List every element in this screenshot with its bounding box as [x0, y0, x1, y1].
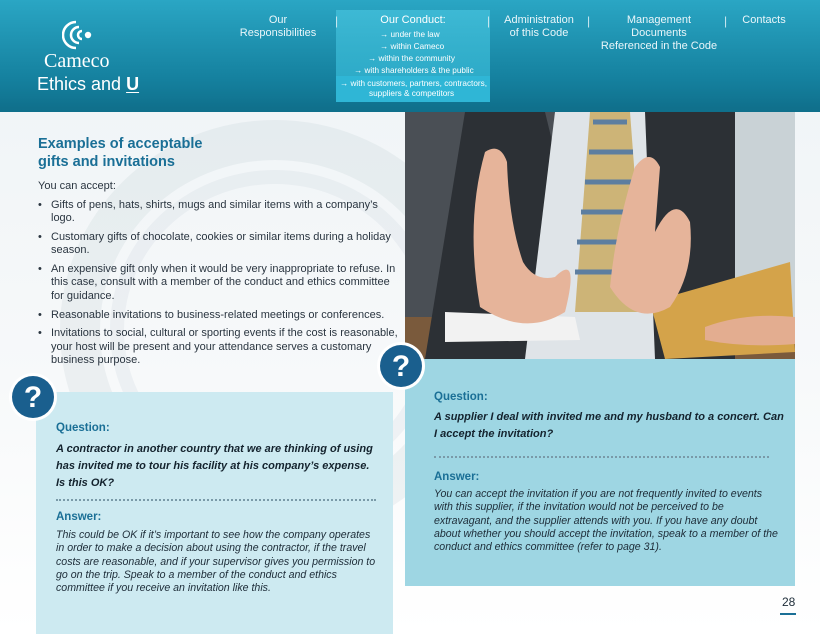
- sublink-customers-partners[interactable]: → with customers, partners, contractors,: [340, 79, 487, 88]
- answer-label: Answer:: [434, 471, 480, 483]
- section-title-line2: gifts and invitations: [38, 154, 175, 170]
- sublink-suppliers-competitors[interactable]: suppliers & competitors: [369, 89, 455, 98]
- nav-contacts[interactable]: Contacts: [742, 14, 786, 26]
- list-item: • Invitations to social, cultural or sporting events if the cost is reasonable, your host will be present and your attendance serves a customary business purpose.: [38, 327, 403, 367]
- question-mark-glyph: ?: [23, 381, 43, 414]
- page-number: 28: [782, 595, 796, 609]
- nav-management-documents[interactable]: Management Documents Referenced in the Code: [600, 14, 718, 52]
- photo-refusing-envelope: [405, 112, 795, 359]
- answer-text: You can accept the invitation if you are not frequently invited to events with this supplier, if the invitation would not be perceived to be extravagant, and the supplier attends with you. If you have any doubt about whether you should accept the invitation, speak to a member of the conduct and ethics committee (refer to page 31).: [434, 488, 778, 554]
- acceptable-gifts-list: [38, 199, 403, 373]
- question-label: Question:: [434, 391, 488, 403]
- page-number-underline: [780, 613, 796, 615]
- list-item: • Reasonable invitations to business-related meetings or conferences.: [38, 309, 403, 322]
- list-item: • Gifts of pens, hats, shirts, mugs and similar items with a company’s logo.: [38, 199, 403, 226]
- dotted-divider: [434, 456, 769, 458]
- list-item: • Customary gifts of chocolate, cookies or similar items during a holiday season.: [38, 231, 403, 258]
- cameco-logo-icon: [62, 18, 96, 52]
- photo-illustration: [405, 112, 795, 359]
- ethics-and-u-logo[interactable]: [37, 74, 139, 95]
- tagline-u: U: [126, 74, 140, 94]
- sublink-shareholders-public[interactable]: → with shareholders & the public: [354, 66, 474, 75]
- nav-separator: |: [487, 14, 491, 28]
- nav-our-conduct[interactable]: Our Conduct:: [380, 14, 446, 26]
- dotted-divider: [56, 499, 376, 501]
- intro-text: You can accept:: [38, 180, 116, 192]
- sublink-within-the-community[interactable]: → within the community: [368, 54, 455, 63]
- company-logo-text[interactable]: Cameco: [44, 50, 110, 72]
- sublink-within-cameco[interactable]: → within Cameco: [380, 42, 445, 51]
- section-title: [38, 135, 202, 171]
- nav-administration[interactable]: Administration of this Code: [504, 14, 574, 39]
- answer-label: Answer:: [56, 511, 102, 523]
- nav-separator: |: [335, 14, 339, 28]
- list-item: • An expensive gift only when it would be very inappropriate to refuse. In this case, consult with a member of the conduct and ethics committee for guidance.: [38, 263, 403, 303]
- sublink-under-the-law[interactable]: → under the law: [380, 30, 440, 39]
- answer-text: This could be OK if it’s important to see how the company operates in order to make a decision about using the contractor, if the travel costs are reasonable, and if your supervisor gives you permission to go on the trip. Speak to a member of the conduct and ethics committee if you receive an invitation like this.: [56, 529, 376, 595]
- question-mark-glyph: ?: [391, 350, 411, 383]
- section-title-line1: Examples of acceptable: [38, 136, 203, 152]
- nav-separator: |: [724, 14, 728, 28]
- tagline-prefix: Ethics and: [37, 74, 127, 94]
- question-text: A supplier I deal with invited me and my husband to a concert. Can I accept the invitation?: [434, 411, 784, 440]
- nav-separator: |: [587, 14, 591, 28]
- question-mark-icon: [376, 341, 426, 391]
- question-mark-icon: [8, 372, 58, 422]
- nav-our-responsibilities[interactable]: Our Responsibilities: [239, 14, 317, 39]
- question-label: Question:: [56, 422, 110, 434]
- question-text: A contractor in another country that we are thinking of using has invited me to tour his facility at his company’s expense. Is this OK?: [56, 443, 373, 489]
